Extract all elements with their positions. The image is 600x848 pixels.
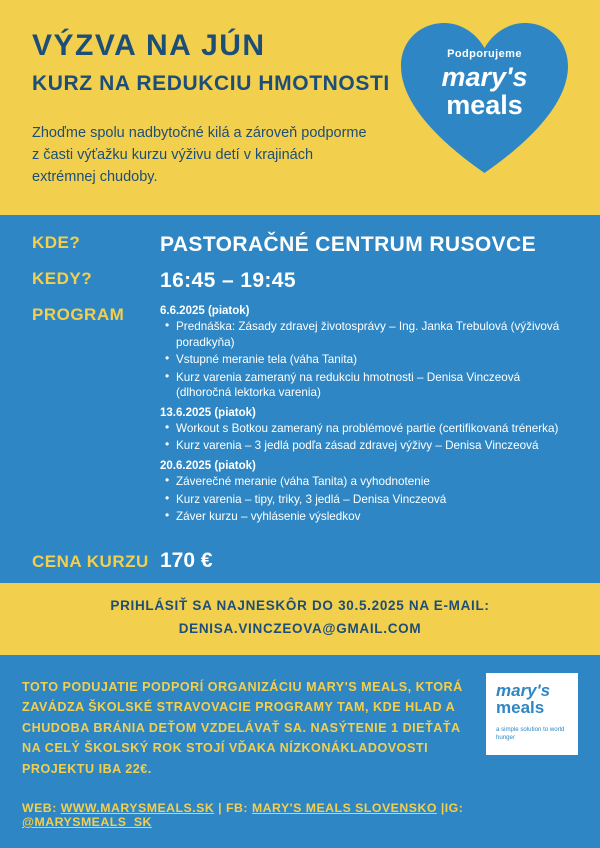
price-label: CENA KURZU xyxy=(32,551,149,571)
when-label: KEDY? xyxy=(32,269,93,288)
logo-line1: mary's xyxy=(496,681,551,700)
footer-ig-link[interactable]: @MARYSMEALS_SK xyxy=(22,814,152,829)
heart-badge xyxy=(397,18,572,178)
details-section xyxy=(0,215,600,583)
marys-meals-logo xyxy=(486,673,578,755)
footer-links xyxy=(22,801,570,829)
program-items xyxy=(160,421,574,454)
where-row xyxy=(32,233,574,257)
list-item: • Záver kurzu – vyhlásenie výsledkov xyxy=(160,509,574,525)
footer-description: TOTO PODUJATIE PODPORÍ ORGANIZÁCIU MARY'S MEALS, KTORÁ ZAVÁDZA ŠKOLSKÉ STRAVOVACIE PROGRAMY TAM, KDE HLAD A CHUDOBA BRÁNIA DEŤOM VZDELÁVAŤ SA. NASÝTENIE 1 DIEŤAŤA NA CELÝ ŠKOLSKÝ ROK STOJÍ VĎAKA NÍZKONÁKLADOVOSTI PROJEKTU IBA 22€. xyxy=(22,680,463,776)
logo-line2: meals xyxy=(496,698,545,717)
footer-web-link[interactable]: WWW.MARYSMEALS.SK xyxy=(60,800,215,815)
program-date: 6.6.2025 (piatok) xyxy=(160,305,250,317)
footer-web-label: WEB: xyxy=(22,800,61,815)
list-item: • Kurz varenia zameraný na redukciu hmotnosti – Denisa Vinczeová (dlhoročná lektorka varenia) xyxy=(160,370,574,401)
price-value: 170 € xyxy=(160,548,213,572)
footer-sep-2: |IG: xyxy=(436,800,464,815)
program-date: 13.6.2025 (piatok) xyxy=(160,406,256,419)
logo-tagline: a simple solution to world hunger xyxy=(496,725,565,742)
page-subtitle: KURZ NA REDUKCIU HMOTNOSTI xyxy=(32,71,390,95)
footer-section xyxy=(0,655,600,848)
program-row xyxy=(32,305,574,531)
when-value: 16:45 – 19:45 xyxy=(160,269,296,292)
list-item: • Záverečné meranie (váha Tanita) a vyhodnotenie xyxy=(160,474,574,490)
program-list xyxy=(160,305,574,531)
header-section xyxy=(0,0,600,215)
list-item: • Workout s Botkou zameraný na problémové partie (certifikovaná trénerka) xyxy=(160,421,574,437)
heart-brand-line2: meals xyxy=(446,90,523,120)
list-item: • Prednáška: Zásady zdravej životosprávy – Ing. Janka Trebulová (výživová poradkyňa) xyxy=(160,319,574,350)
where-label: KDE? xyxy=(32,233,81,252)
list-item: • Kurz varenia – 3 jedlá podľa zásad zdravej výživy – Denisa Vinczeová xyxy=(160,438,574,454)
when-row xyxy=(32,269,574,293)
program-date: 20.6.2025 (piatok) xyxy=(160,459,256,472)
cta-email[interactable]: DENISA.VINCZEOVA@GMAIL.COM xyxy=(178,621,422,636)
program-items xyxy=(160,474,574,525)
program-items xyxy=(160,319,574,401)
program-label: PROGRAM xyxy=(32,305,125,324)
list-item: • Kurz varenia – tipy, triky, 3 jedlá – Denisa Vinczeová xyxy=(160,492,574,508)
cta-section xyxy=(0,583,600,655)
heart-support-label: Podporujeme xyxy=(447,48,522,60)
cta-deadline-text: PRIHLÁSIŤ SA NAJNESKÔR DO 30.5.2025 NA E-MAIL: xyxy=(110,598,490,613)
price-row xyxy=(32,549,574,573)
page-title: VÝZVA NA JÚN xyxy=(32,29,266,62)
heart-badge-text xyxy=(397,48,572,119)
heart-brand-line1: mary's xyxy=(441,62,528,92)
where-value: PASTORAČNÉ CENTRUM RUSOVCE xyxy=(160,233,536,256)
footer-fb-link[interactable]: MARY'S MEALS SLOVENSKO xyxy=(251,800,437,815)
footer-sep-1: | FB: xyxy=(214,800,252,815)
list-item: • Vstupné meranie tela (váha Tanita) xyxy=(160,352,574,368)
intro-paragraph: Zhoďme spolu nadbytočné kilá a zároveň podporme z časti výťažku kurzu výživu detí v krajinách extrémnej chudoby. xyxy=(32,124,367,186)
